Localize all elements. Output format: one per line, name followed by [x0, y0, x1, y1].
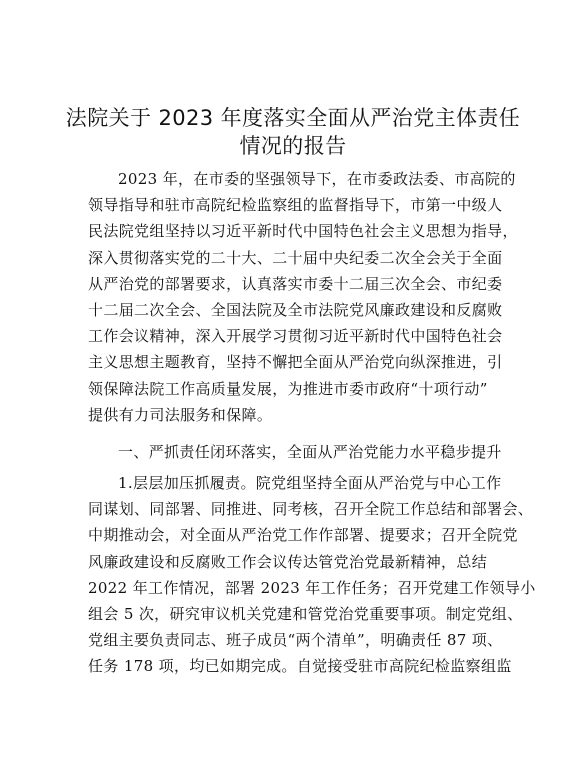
section-heading-1 [88, 439, 508, 465]
paragraph-line: 任务 178 项，均已如期完成。自觉接受驻市高院纪检监察组监 [88, 657, 512, 676]
paragraph-intro [88, 166, 518, 428]
paragraph-line: 2022 年工作情况，部署 2023 年工作任务；召开党建工作领导小 [88, 578, 536, 597]
paragraph-line: 提供有力司法服务和保障。 [88, 405, 273, 424]
document-title-line2: 情况的报告 [239, 134, 347, 158]
paragraph-line: 党组主要负责同志、班子成员“两个清单”，明确责任 87 项、 [88, 631, 503, 650]
paragraph-line: 深入贯彻落实党的二十大、二十届中央纪委二次全会关于全面 [88, 248, 503, 267]
paragraph-line: 2023 年，在市委的坚强领导下，在市委政法委、市高院的 [118, 170, 516, 188]
document-title-line1: 法院关于 2023 年度落实全面从严治党主体责任 [65, 106, 521, 130]
paragraph-line: 中期推动会，对全面从严治党工作作部署、提要求；召开全院党 [88, 526, 518, 545]
paragraph-line: 主义思想主题教育，坚持不懈把全面从严治党向纵深推进，引 [88, 353, 503, 372]
paragraph-line: 民法院党组坚持以习近平新时代中国特色社会主义思想为指导， [88, 222, 518, 241]
paragraph-line: 同谋划、同部署、同推进、同考核，召开全院工作总结和部署会、 [88, 500, 534, 519]
paragraph-line: 从严治党的部署要求，认真落实市委十二届三次全会、市纪委 [88, 274, 503, 293]
paragraph-line: 风廉政建设和反腐败工作会议传达管党治党最新精神，总结 [88, 552, 488, 571]
paragraph-section-1 [88, 470, 536, 680]
paragraph-line: 领导指导和驻市高院纪检监察组的监督指导下，市第一中级人 [88, 196, 503, 215]
paragraph-line: 工作会议精神，深入开展学习贯彻习近平新时代中国特色社会 [88, 327, 503, 346]
paragraph-line: 领保障法院工作高质量发展，为推进市委市政府“十项行动” [88, 379, 488, 398]
section-heading-text: 一、严抓责任闭环落实，全面从严治党能力水平稳步提升 [118, 443, 502, 461]
paragraph-line: 十二届二次全会、全国法院及全市法院党风廉政建设和反腐败 [88, 300, 503, 319]
paragraph-line: 1.层层加压抓履责。院党组坚持全面从严治党与中心工作 [118, 474, 502, 492]
paragraph-line: 组会 5 次，研究审议机关党建和管党治党重要事项。制定党组、 [88, 604, 523, 623]
